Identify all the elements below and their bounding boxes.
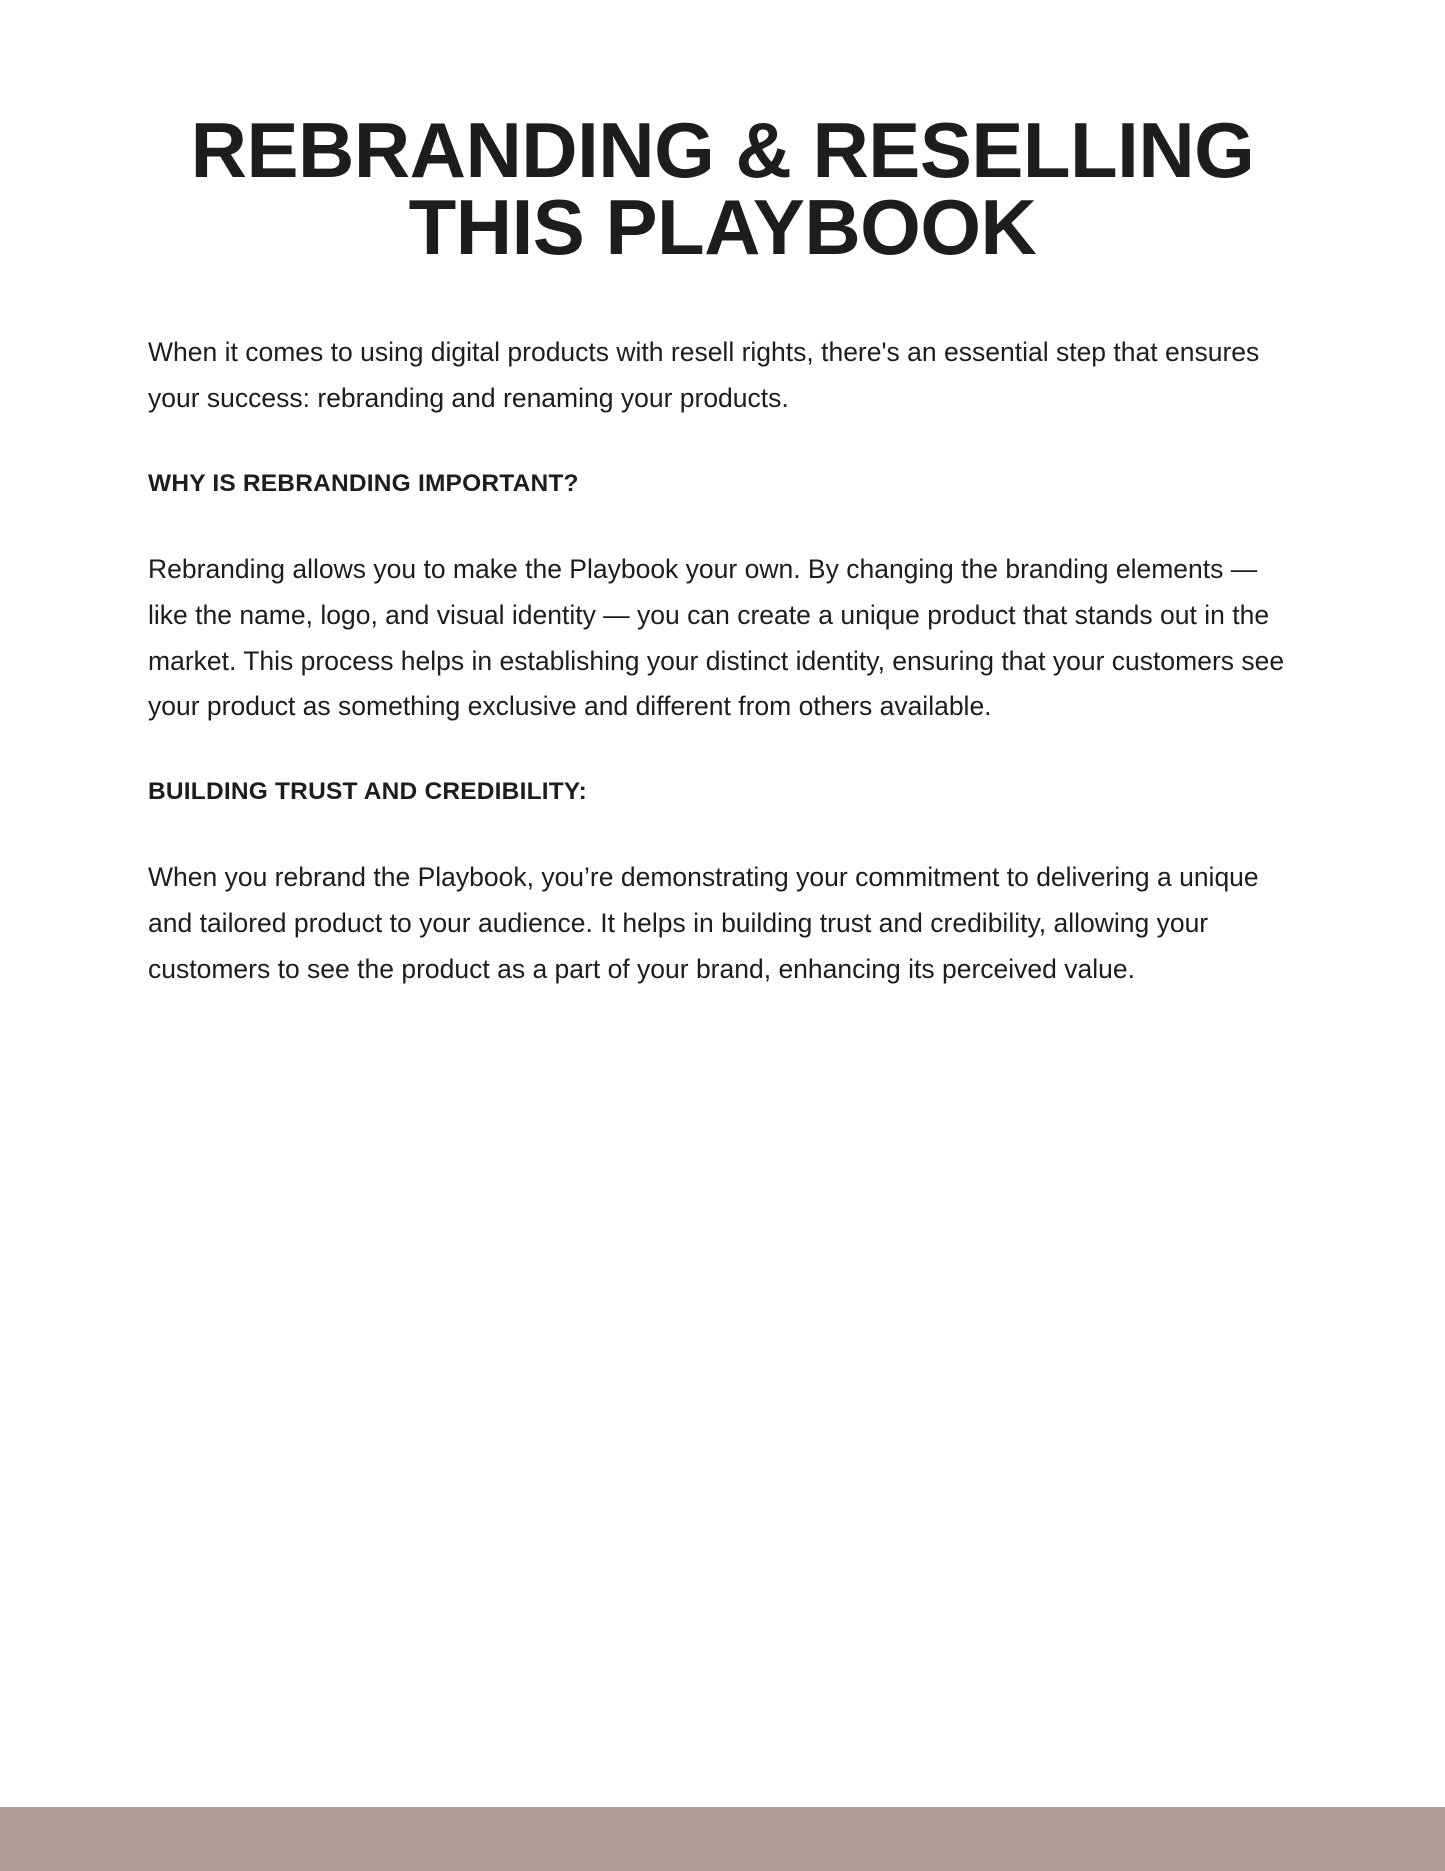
intro-paragraph: When it comes to using digital products with resell rights, there's an essential step that ensures your success: rebranding and renaming your products. [148,337,1260,414]
section-paragraph-why-rebranding: Rebranding allows you to make the Playbook your own. By changing the branding elements — like the name, logo, and visual identity — you can create a unique product that stands out in the market. This process helps in establishing your distinct identity, ensuring that your customers see your product as something exclusive and different from others available. [148,553,1285,722]
document-body [0,330,1445,992]
section-paragraph-building-trust: When you rebrand the Playbook, you’re demonstrating your commitment to delivering a unique and tailored product to your audience. It helps in building trust and credibility, allowing your customers to see the product as a part of your brand, enhancing its perceived value. [148,862,1259,984]
section-heading-why-rebranding: WHY IS REBRANDING IMPORTANT? [148,470,579,498]
page-title: REBRANDING & RESELLING THIS PLAYBOOK [190,106,1255,272]
section-heading-building-trust: BUILDING TRUST AND CREDIBILITY: [148,778,588,806]
footer-color-bar [0,1807,1445,1871]
